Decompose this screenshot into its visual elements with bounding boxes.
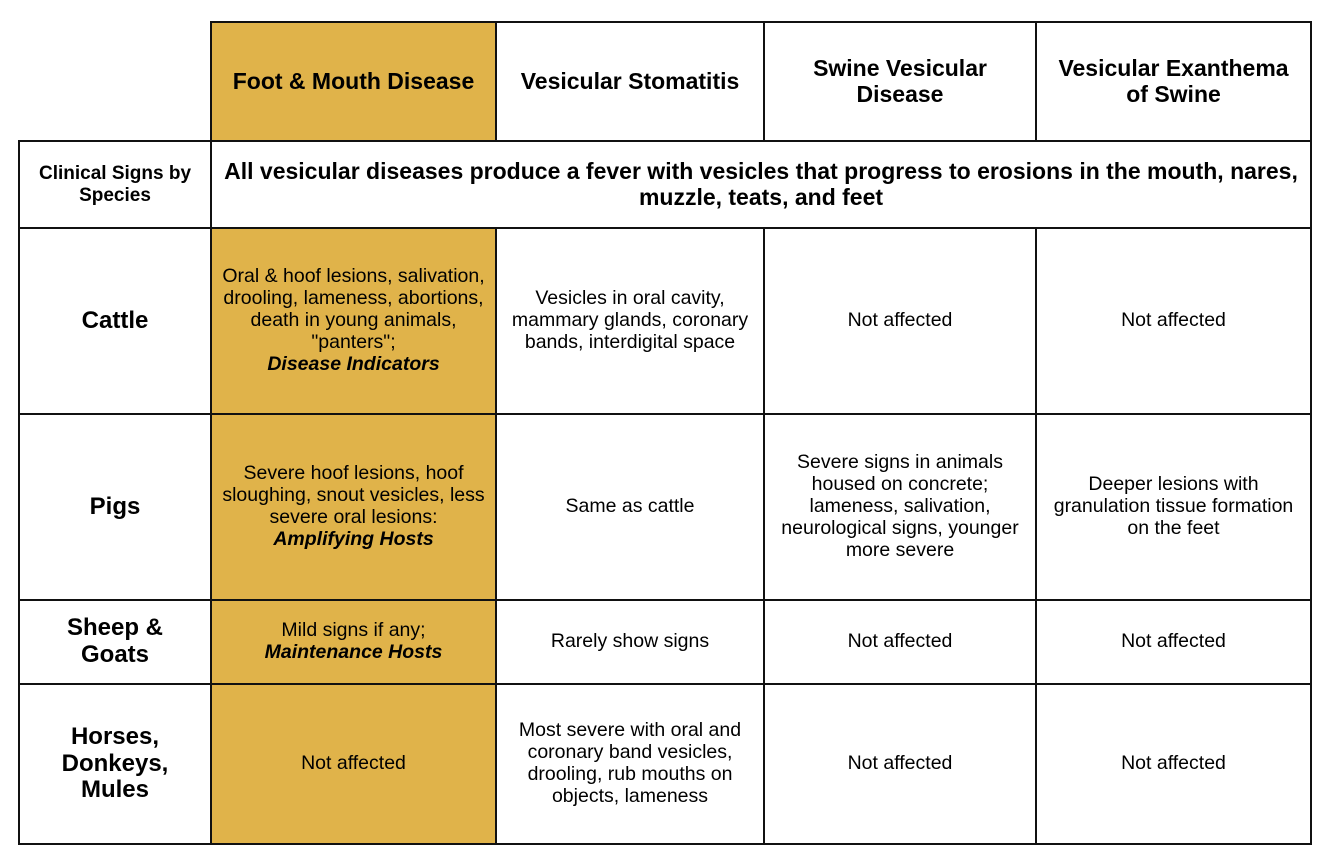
sheep-fmd-text: Mild signs if any;	[281, 619, 426, 642]
pigs-fmd-cell	[211, 414, 496, 600]
table-row-horses	[19, 684, 1311, 844]
clinical-signs-label: Clinical Signs by Species	[19, 141, 211, 228]
clinical-signs-row	[19, 141, 1311, 228]
species-sheep-goats: Sheep & Goats	[19, 600, 211, 684]
pigs-svd-cell: Severe signs in animals housed on concrete; lameness, salivation, neurological signs, younger more severe	[764, 414, 1036, 600]
header-vesicular-stomatitis: Vesicular Stomatitis	[496, 22, 764, 141]
cattle-vs-cell: Vesicles in oral cavity, mammary glands, coronary bands, interdigital space	[496, 228, 764, 414]
table-row-pigs	[19, 414, 1311, 600]
cattle-fmd-emphasis: Disease Indicators	[267, 352, 440, 375]
sheep-svd-cell: Not affected	[764, 600, 1036, 684]
clinical-signs-note: All vesicular diseases produce a fever with vesicles that progress to erosions in the mouth, nares, muzzle, teats, and feet	[211, 141, 1311, 228]
header-swine-vesicular-disease: Swine Vesicular Disease	[764, 22, 1036, 141]
horses-vs-cell: Most severe with oral and coronary band vesicles, drooling, rub mouths on objects, lameness	[496, 684, 764, 844]
pigs-fmd-text: Severe hoof lesions, hoof sloughing, snout vesicles, less severe oral lesions:	[222, 462, 485, 528]
horses-fmd-cell: Not affected	[211, 684, 496, 844]
header-vesicular-exanthema-of-swine: Vesicular Exanthema of Swine	[1036, 22, 1311, 141]
table-row-sheep-goats	[19, 600, 1311, 684]
sheep-fmd-emphasis: Maintenance Hosts	[264, 641, 443, 663]
species-horses-donkeys-mules: Horses, Donkeys, Mules	[19, 684, 211, 844]
cattle-svd-cell: Not affected	[764, 228, 1036, 414]
header-row	[19, 22, 1311, 141]
sheep-fmd-cell	[211, 600, 496, 684]
pigs-fmd-emphasis: Amplifying Hosts	[273, 527, 434, 550]
table-row-cattle	[19, 228, 1311, 414]
pigs-ves-cell: Deeper lesions with granulation tissue formation on the feet	[1036, 414, 1311, 600]
vesicular-disease-table	[18, 21, 1312, 845]
species-pigs: Pigs	[19, 414, 211, 600]
species-cattle: Cattle	[19, 228, 211, 414]
empty-corner-cell	[19, 22, 211, 141]
header-foot-and-mouth-disease: Foot & Mouth Disease	[211, 22, 496, 141]
cattle-ves-cell: Not affected	[1036, 228, 1311, 414]
horses-svd-cell: Not affected	[764, 684, 1036, 844]
sheep-ves-cell: Not affected	[1036, 600, 1311, 684]
cattle-fmd-text: Oral & hoof lesions, salivation, drooling, lameness, abortions, death in young animals, "panters";	[222, 265, 485, 353]
pigs-vs-cell: Same as cattle	[496, 414, 764, 600]
horses-ves-cell: Not affected	[1036, 684, 1311, 844]
cattle-fmd-cell	[211, 228, 496, 414]
sheep-vs-cell: Rarely show signs	[496, 600, 764, 684]
